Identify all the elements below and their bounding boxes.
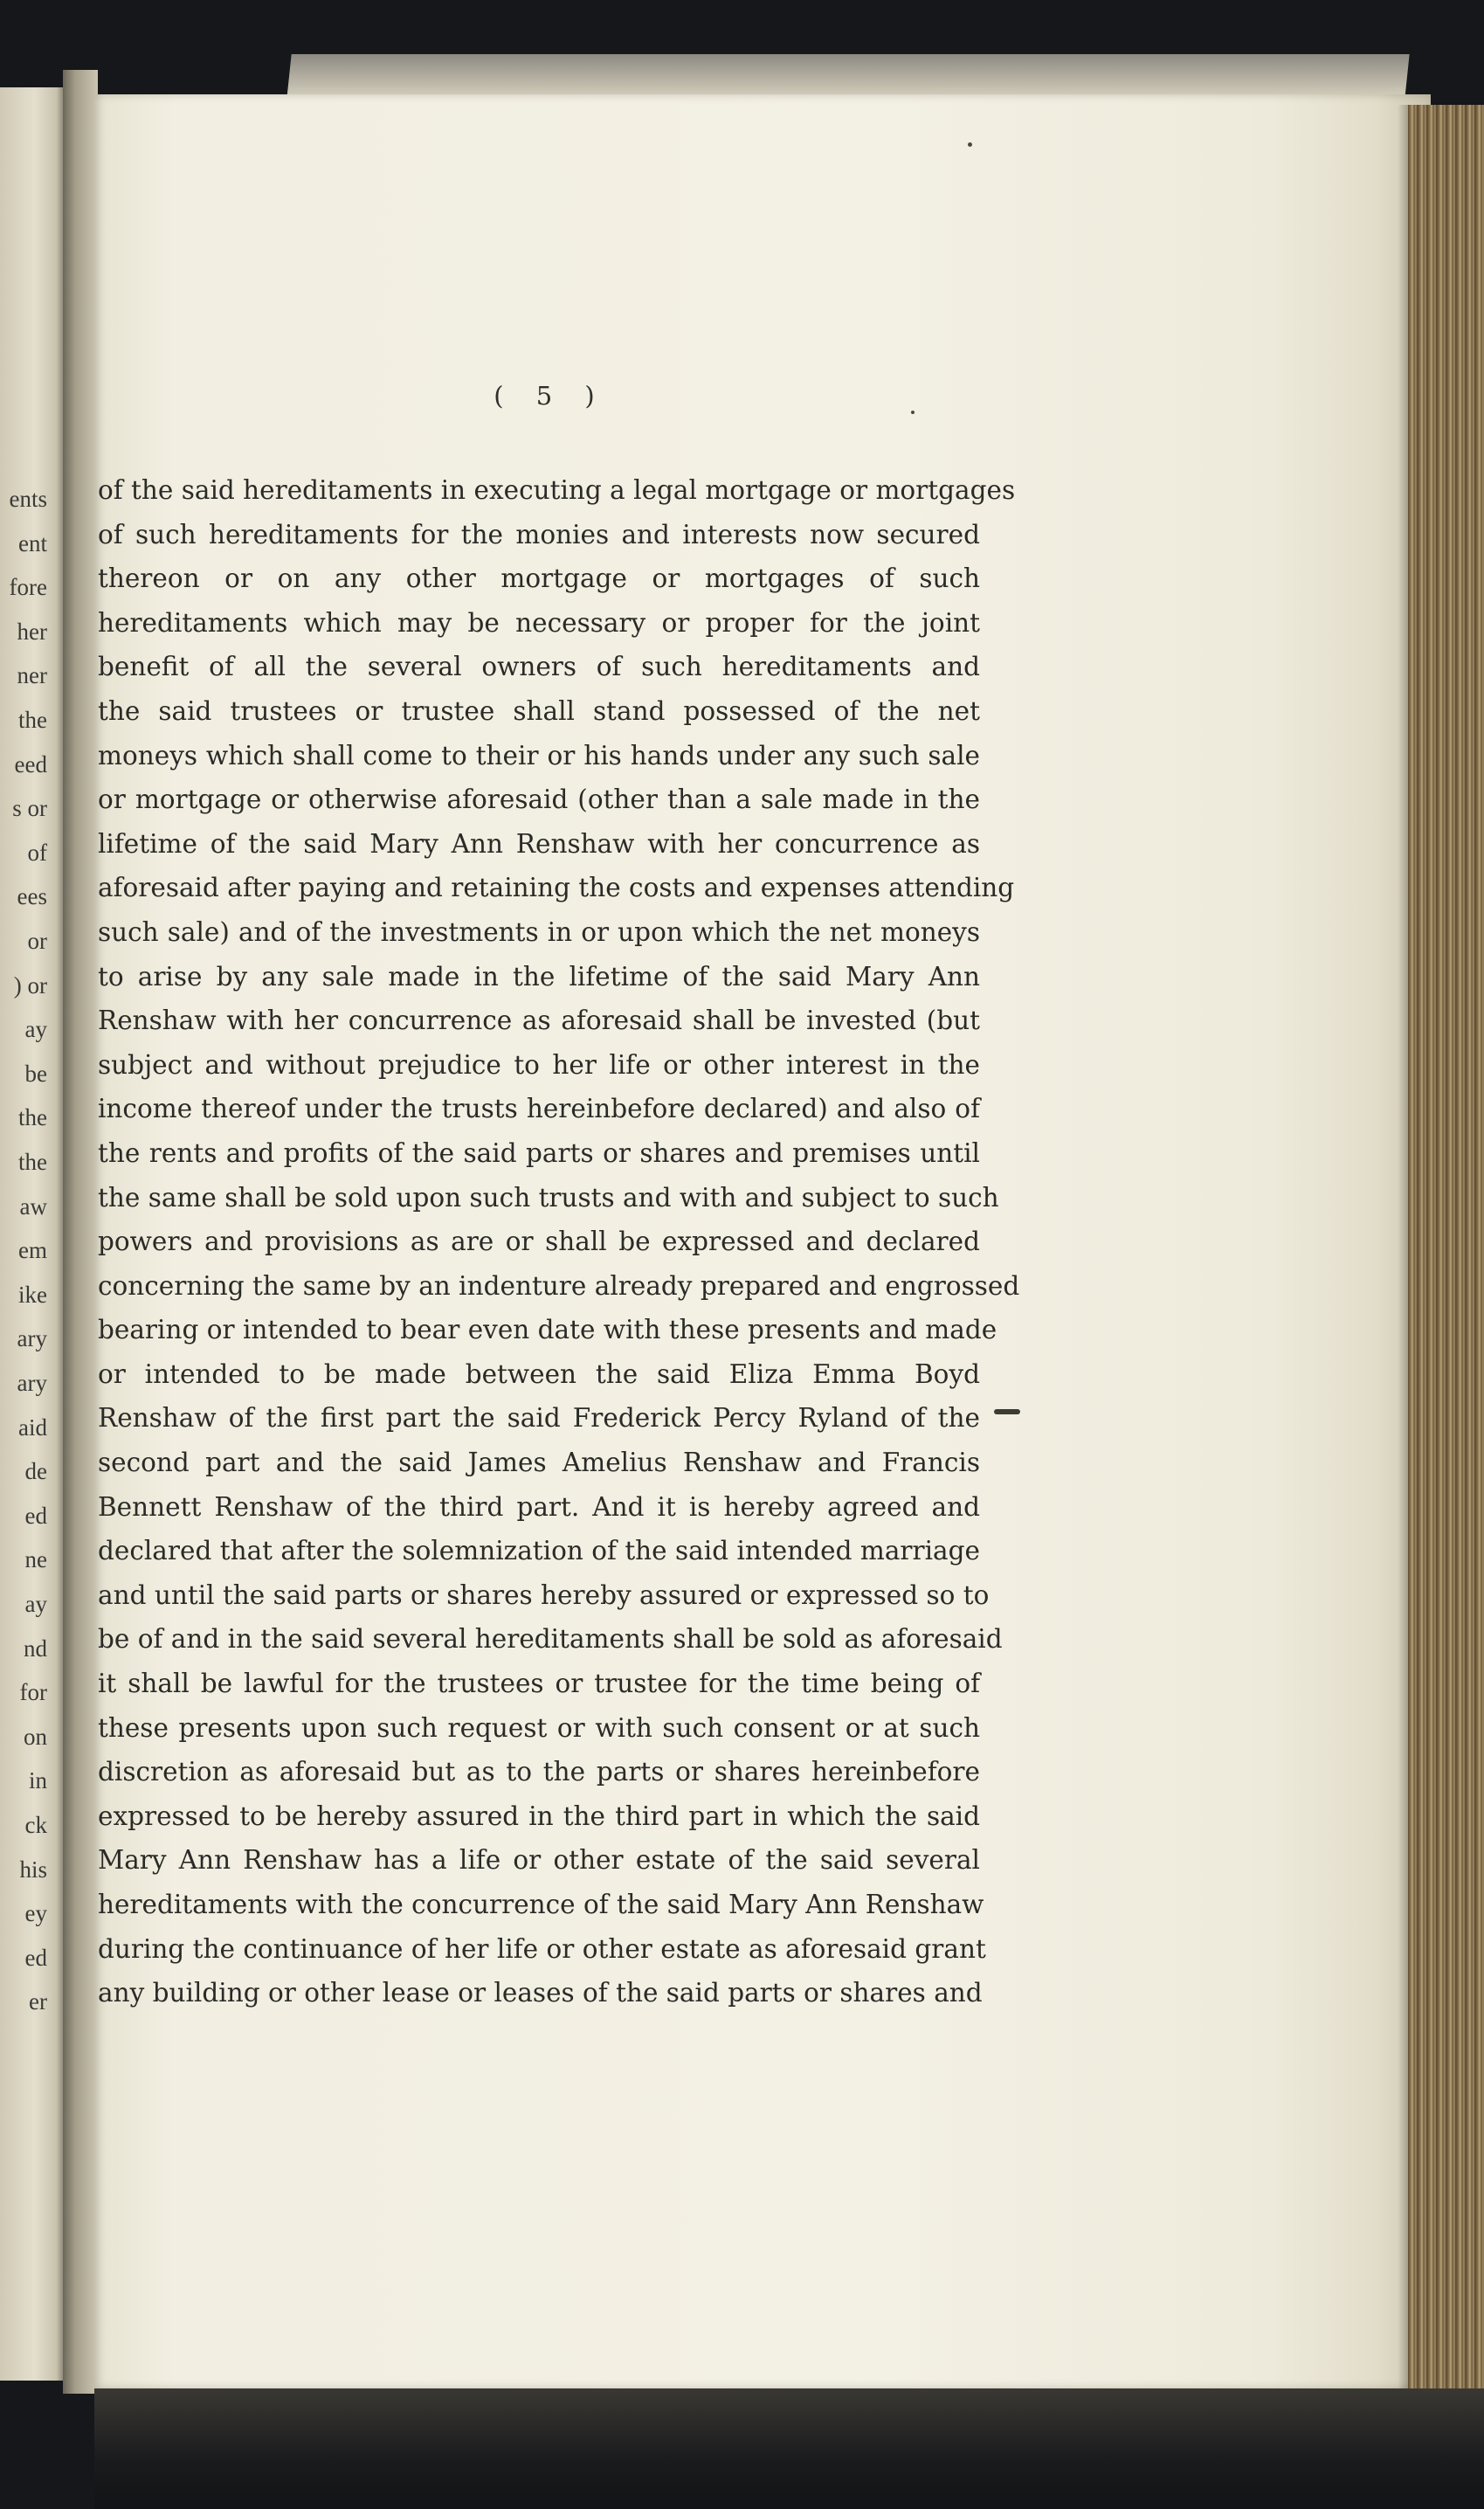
facing-page-fragment: the	[18, 1149, 47, 1175]
text-line: Renshaw with her concurrence as aforesaid shall be invested (but	[98, 1006, 980, 1036]
text-line: declared that after the solemnization of the said intended marriage	[98, 1536, 980, 1566]
facing-page-fragment: ed	[24, 1944, 47, 1971]
facing-page-fragment: aid	[18, 1413, 47, 1441]
paper-speck	[911, 411, 915, 414]
facing-page-fragment: ike	[18, 1281, 47, 1308]
text-line: benefit of all the several owners of such hereditaments and	[98, 652, 980, 682]
paper-speck	[968, 142, 972, 147]
facing-page-fragment: ary	[17, 1370, 47, 1396]
facing-page-fragment: ner	[17, 662, 47, 689]
text-line: thereon or on any other mortgage or mortgages of such	[98, 563, 980, 594]
text-line: of such hereditaments for the monies and interests now secured	[98, 519, 980, 549]
text-line: any building or other lease or leases of the said parts or shares and	[98, 1978, 983, 2008]
text-line: during the continuance of her life or other estate as aforesaid grant	[98, 1933, 986, 1964]
facing-page-fragment: ary	[17, 1325, 47, 1352]
facing-page-fragment: ) or	[13, 971, 47, 999]
text-line: the rents and profits of the said parts or shares and premises until	[98, 1137, 980, 1168]
text-line: of the said hereditaments in executing a legal mortgage or mortgages	[98, 475, 1016, 505]
text-line: bearing or intended to bear even date with these presents and made	[98, 1315, 997, 1345]
text-line: such sale) and of the investments in or upon which the net moneys	[98, 916, 980, 947]
text-line: Renshaw of the first part the said Frederick Percy Ryland of the	[98, 1403, 980, 1434]
facing-page-fragment: s or	[12, 795, 47, 822]
facing-page-fragment: in	[28, 1767, 47, 1794]
binding-gutter	[63, 70, 98, 2394]
text-line: to arise by any sale made in the lifetime of the said Mary Ann	[98, 961, 980, 992]
text-line: aforesaid after paying and retaining the costs and expenses attending	[98, 873, 1015, 903]
facing-page-fragment: ck	[24, 1812, 47, 1838]
text-line: it shall be lawful for the trustees or trustee for the time being of	[98, 1669, 980, 1699]
facing-page-fragment: de	[24, 1458, 47, 1485]
facing-page-fragment: her	[17, 618, 47, 645]
facing-page-fragment: aw	[19, 1192, 47, 1220]
bottom-shadow	[94, 2388, 1484, 2509]
ink-smudge	[994, 1409, 1020, 1414]
text-line: powers and provisions as are or shall be expressed and declared	[98, 1227, 980, 1257]
text-line: the same shall be sold upon such trusts and with and subject to such	[98, 1182, 999, 1213]
facing-page-fragment: ents	[9, 486, 47, 512]
text-line: income thereof under the trusts hereinbefore declared) and also of	[98, 1094, 980, 1124]
facing-page-fragment: ees	[17, 883, 47, 910]
facing-page-fragment: fore	[9, 574, 47, 601]
facing-page-fragment: ay	[24, 1016, 47, 1043]
facing-page-fragment: ay	[24, 1591, 47, 1617]
page-edges-right	[1408, 105, 1484, 2394]
body-text	[98, 468, 1020, 2015]
facing-page-left	[0, 87, 63, 2381]
facing-page-fragment: ed	[24, 1502, 47, 1529]
facing-page-fragment: er	[29, 1988, 47, 2015]
facing-page-fragment: em	[18, 1237, 47, 1264]
text-line: Bennett Renshaw of the third part. And it is hereby agreed and	[98, 1491, 980, 1522]
facing-page-fragment: or	[27, 928, 47, 954]
text-line: the said trustees or trustee shall stand possessed of the net	[98, 695, 980, 726]
text-line: second part and the said James Amelius Renshaw and Francis	[98, 1448, 980, 1478]
text-line: hereditaments with the concurrence of the said Mary Ann Renshaw	[98, 1890, 984, 1919]
text-line: Mary Ann Renshaw has a life or other estate of the said several	[98, 1845, 980, 1876]
facing-page-fragment: ey	[24, 1900, 47, 1927]
facing-page-fragment: the	[18, 1104, 47, 1131]
facing-page-fragment: ne	[24, 1546, 47, 1573]
text-line: moneys which shall come to their or his hands under any such sale	[98, 740, 980, 771]
text-line: and until the said parts or shares hereby assured or expressed so to	[98, 1579, 990, 1610]
text-line: these presents upon such request or with such consent or at such	[98, 1712, 980, 1743]
text-line: hereditaments which may be necessary or proper for the joint	[98, 607, 980, 638]
facing-page-fragment: for	[19, 1679, 47, 1706]
text-line: subject and without prejudice to her life or other interest in the	[98, 1049, 980, 1080]
facing-page-fragment: nd	[24, 1635, 47, 1662]
facing-page-fragment: be	[24, 1060, 47, 1087]
text-line: be of and in the said several hereditaments shall be sold as aforesaid	[98, 1624, 1003, 1655]
facing-page-fragment: on	[24, 1723, 47, 1750]
text-line: or mortgage or otherwise aforesaid (other than a sale made in the	[98, 784, 980, 815]
facing-page-fragment: the	[18, 707, 47, 733]
facing-page-fragment: eed	[14, 750, 47, 778]
facing-page-fragment: his	[19, 1856, 47, 1883]
text-line: or intended to be made between the said Eliza Emma Boyd	[98, 1358, 980, 1389]
facing-page-fragment: ent	[18, 529, 47, 556]
page-number: ( 5 )	[494, 381, 607, 411]
text-line: expressed to be hereby assured in the third part in which the said	[98, 1801, 980, 1831]
text-line: concerning the same by an indenture already prepared and engrossed	[98, 1270, 1020, 1301]
facing-page-fragment: of	[27, 839, 47, 866]
text-line: discretion as aforesaid but as to the parts or shares hereinbefore	[98, 1757, 980, 1787]
text-line: lifetime of the said Mary Ann Renshaw with her concurrence as	[98, 828, 980, 859]
